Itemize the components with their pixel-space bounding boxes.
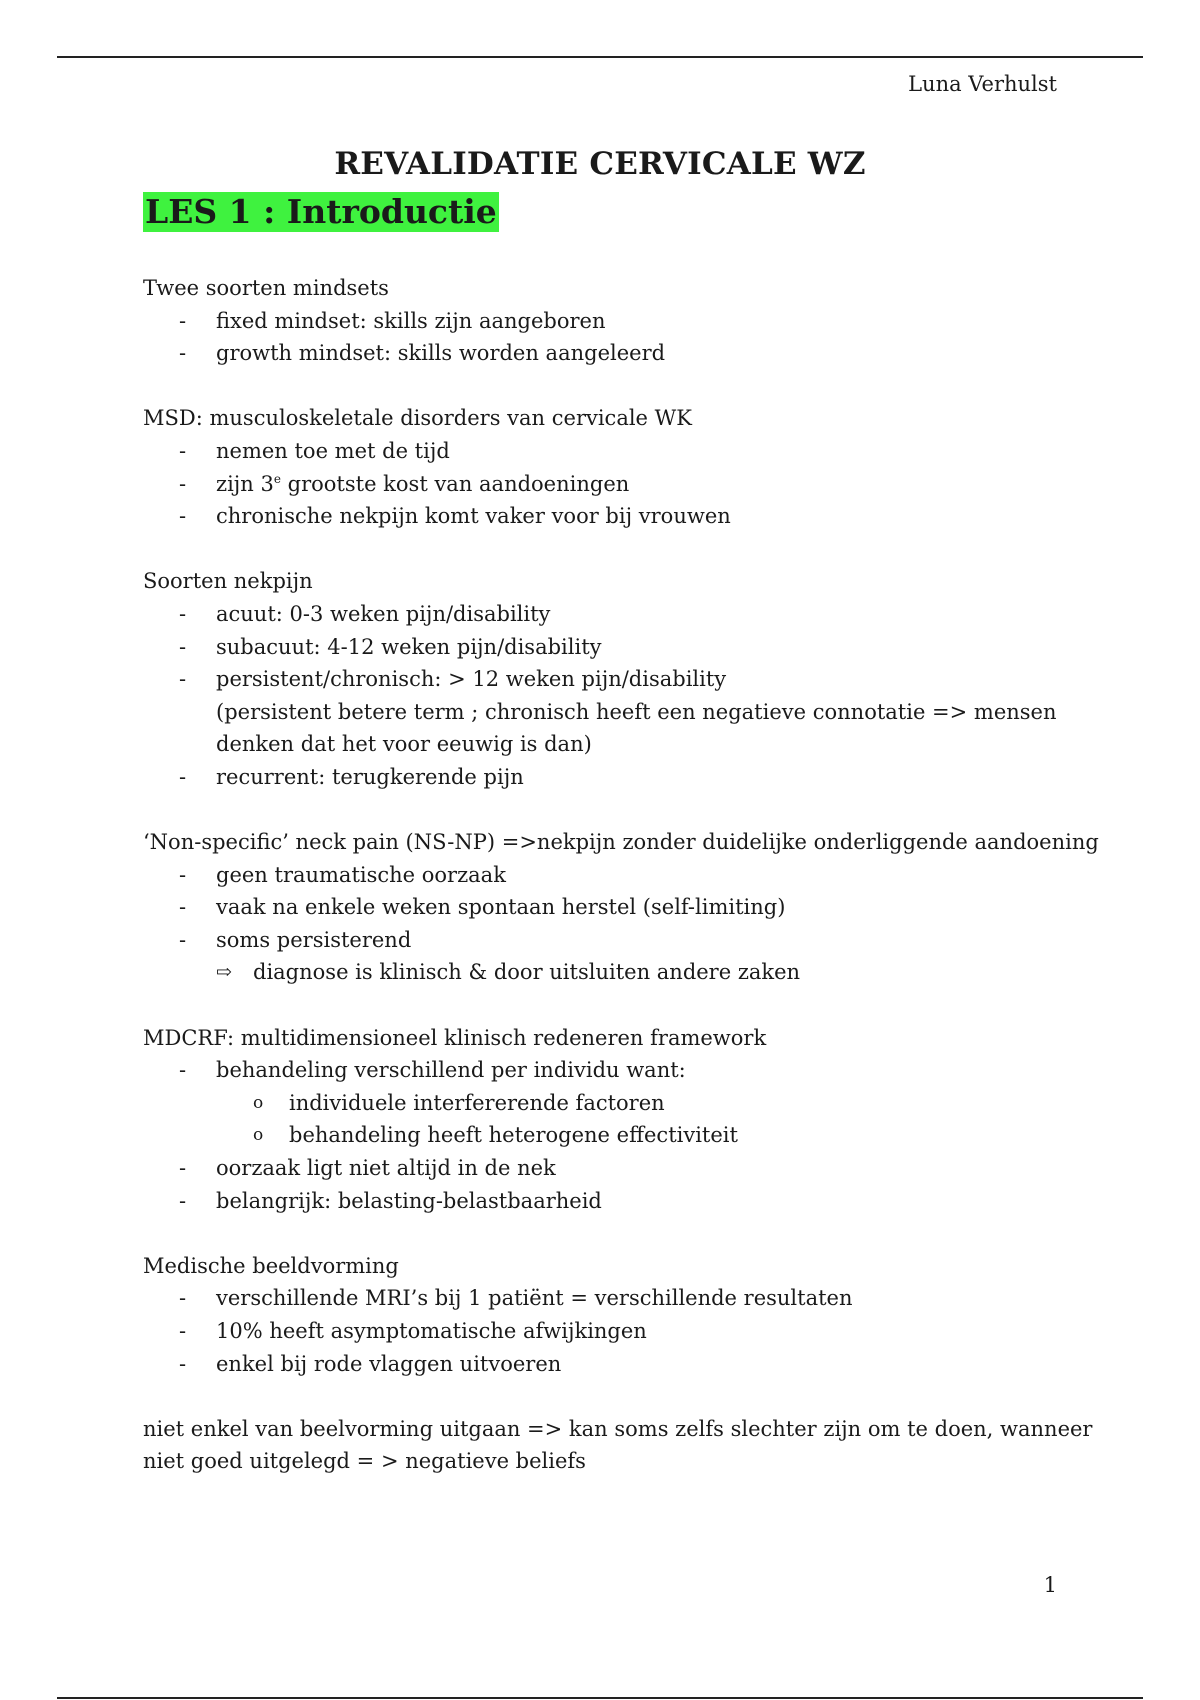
list-item: - fixed mindset: skills zijn aangeboren	[143, 305, 1063, 338]
section-heading-mdcrf: MDCRF: multidimensioneel klinisch redeneren framework	[143, 1025, 767, 1050]
list-item: - vaak na enkele weken spontaan herstel (self-limiting)	[143, 891, 1063, 924]
arrow-icon: ⇨	[216, 961, 232, 984]
list-item: - subacuut: 4-12 weken pijn/disability	[143, 631, 1063, 664]
dash-bullet: -	[179, 1351, 187, 1376]
header-rule	[57, 56, 1143, 58]
dash-bullet: -	[179, 1286, 187, 1311]
list-item: - persistent/chronisch: > 12 weken pijn/disability	[143, 663, 1063, 696]
dash-bullet: -	[179, 1319, 187, 1343]
footer-rule	[57, 1697, 1143, 1699]
list-item: - chronische nekpijn komt vaker voor bij vrouwen	[143, 500, 1063, 533]
dash-bullet: -	[179, 862, 187, 887]
dash-bullet: -	[179, 504, 187, 529]
list-item: - recurrent: terugkerende pijn	[143, 761, 1063, 794]
closing-paragraph-line: niet enkel van beelvorming uitgaan => kan soms zelfs slechter zijn om te doen, wanneer	[143, 1416, 1093, 1441]
author-name: Luna Verhulst	[908, 72, 1057, 96]
circle-bullet-icon: o	[253, 1125, 264, 1146]
list-item: - 10% heeft asymptomatische afwijkingen	[143, 1315, 1063, 1348]
dash-bullet: -	[179, 1058, 187, 1083]
conclusion-item: ⇨ diagnose is klinisch & door uitsluiten andere zaken	[143, 956, 1063, 989]
section-heading-beeldvorming: Medische beeldvorming	[143, 1253, 399, 1278]
list-item: - growth mindset: skills worden aangeleerd	[143, 337, 1063, 370]
list-item: - acuut: 0-3 weken pijn/disability	[143, 598, 1063, 631]
dash-bullet: -	[179, 1188, 187, 1213]
page-number: 1	[1043, 1573, 1057, 1597]
list-item: - oorzaak ligt niet altijd in de nek	[143, 1152, 1063, 1185]
list-item: - belangrijk: belasting-belastbaarheid	[143, 1185, 1063, 1218]
section-heading-nekpijn: Soorten nekpijn	[143, 569, 313, 594]
dash-bullet: -	[179, 308, 187, 333]
circle-bullet-icon: o	[253, 1092, 264, 1113]
sub-list-item: o individuele interfererende factoren	[143, 1087, 1063, 1120]
lesson-heading: LES 1 : Introductie	[145, 192, 497, 231]
closing-paragraph-line: niet goed uitgelegd = > negatieve beliefs	[143, 1449, 586, 1474]
list-item-note: denken dat het voor eeuwig is dan)	[216, 732, 592, 757]
dash-bullet: -	[179, 764, 187, 789]
document-title: REVALIDATIE CERVICALE WZ	[334, 146, 866, 182]
sub-list-item: o behandeling heeft heterogene effectiviteit	[143, 1119, 1063, 1152]
section-heading-mindsets: Twee soorten mindsets	[143, 276, 389, 300]
dash-bullet: -	[179, 341, 187, 366]
list-item: - enkel bij rode vlaggen uitvoeren	[143, 1348, 1063, 1381]
dash-bullet: -	[179, 895, 187, 920]
dash-bullet: -	[179, 634, 187, 659]
list-item: - verschillende MRI’s bij 1 patiënt = verschillende resultaten	[143, 1282, 1063, 1315]
section-heading-msd: MSD: musculoskeletale disorders van cervicale WK	[143, 406, 692, 431]
ordinal-superscript: e	[273, 471, 281, 486]
dash-bullet: -	[179, 667, 187, 692]
list-item: - behandeling verschillend per individu want:	[143, 1054, 1063, 1087]
list-item: - geen traumatische oorzaak	[143, 859, 1063, 892]
section-heading-nsnp: ‘Non-specific’ neck pain (NS-NP) =>nekpijn zonder duidelijke onderliggende aandoening	[143, 830, 1099, 855]
list-item-note: (persistent betere term ; chronisch heeft een negatieve connotatie => mensen	[216, 699, 1057, 724]
dash-bullet: -	[179, 438, 187, 463]
list-item: - nemen toe met de tijd	[143, 435, 1063, 468]
dash-bullet: -	[179, 1156, 187, 1181]
document-body	[143, 272, 1099, 1478]
dash-bullet: -	[179, 927, 187, 952]
dash-bullet: -	[179, 471, 187, 496]
dash-bullet: -	[179, 601, 187, 626]
list-item: - soms persisterend	[143, 924, 1063, 957]
list-item: - zijn 3e grootste kost van aandoeningen	[143, 468, 1063, 501]
